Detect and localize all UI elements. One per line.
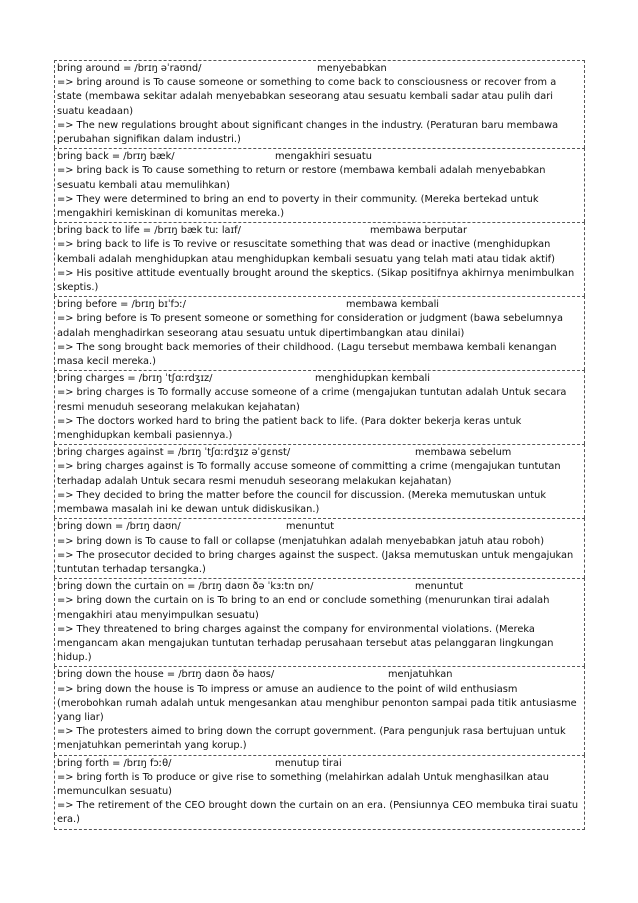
entry-example: => The retirement of the CEO brought down the curtain on an era. (Pensiunnya CEO membuka tirai suatu era.) bbox=[57, 800, 579, 826]
entry-definition: => bring forth is To produce or give rise to something (melahirkan adalah Untuk menghasilkan atau memunculkan sesuatu) bbox=[57, 771, 550, 797]
entry-example: => The new regulations brought about significant changes in the industry. (Peraturan baru membawa perubahan signifikan dalam industri.) bbox=[57, 119, 559, 146]
entry-meaning: membawa berputar bbox=[370, 225, 468, 237]
vocab-entry bbox=[54, 755, 585, 830]
entry-meaning: menutup tirai bbox=[275, 757, 342, 769]
entry-heading bbox=[57, 298, 582, 312]
entry-heading bbox=[57, 446, 582, 460]
entry-example: => The song brought back memories of their childhood. (Lagu tersebut membawa kembali kenangan masa kecil mereka.) bbox=[57, 341, 557, 368]
entry-definition: => bring around is To cause someone or something to come back to consciousness or recover from a state (membawa sekitar adalah menyebabkan seseorang atau sesuatu kembali sadar atau pulih dari suatu keadaan) bbox=[57, 77, 557, 117]
vocab-entry bbox=[54, 60, 585, 148]
entry-meaning: menghidupkan kembali bbox=[315, 373, 430, 385]
vocab-entry bbox=[54, 666, 585, 754]
entry-meaning: membawa kembali bbox=[346, 299, 440, 311]
entry-term: bring charges against = /brɪŋ ˈtʃɑːrdʒɪz əˈɡɛnst/ bbox=[57, 447, 291, 459]
entry-heading bbox=[57, 224, 582, 238]
entry-example: => The protesters aimed to bring down the corrupt government. (Para pengunjuk rasa bertujuan untuk menjatuhkan pemerintah yang korup.) bbox=[57, 726, 566, 752]
entry-heading bbox=[57, 580, 582, 594]
entry-heading bbox=[57, 668, 582, 682]
vocab-entry bbox=[54, 518, 585, 578]
entry-example: => They were determined to bring an end to poverty in their community. (Mereka bertekad untuk mengakhiri kemiskinan di komunitas mereka.) bbox=[57, 193, 539, 220]
entry-heading bbox=[57, 372, 582, 386]
entry-term: bring around = /brɪŋ əˈraʊnd/ bbox=[57, 63, 202, 74]
entry-heading bbox=[57, 757, 582, 771]
entry-meaning: menuntut bbox=[415, 581, 464, 593]
vocab-entry bbox=[54, 296, 585, 370]
vocabulary-document bbox=[54, 60, 585, 830]
entry-term: bring charges = /brɪŋ ˈtʃɑːrdʒɪz/ bbox=[57, 373, 213, 385]
entry-meaning: menuntut bbox=[286, 521, 335, 533]
entry-meaning: mengakhiri sesuatu bbox=[275, 151, 372, 163]
entry-heading bbox=[57, 150, 582, 164]
entry-example: => The doctors worked hard to bring the patient back to life. (Para dokter bekerja keras untuk menghidupkan kembali pasiennya.) bbox=[57, 415, 522, 442]
entry-term: bring down the house = /brɪŋ daʊn ðə haʊs/ bbox=[57, 669, 275, 681]
entry-heading bbox=[57, 520, 582, 534]
entry-definition: => bring back is To cause something to return or restore (membawa kembali adalah menyebabkan sesuatu kembali atau memulihkan) bbox=[57, 165, 546, 191]
entry-term: bring before = /brɪŋ bɪˈfɔː/ bbox=[57, 299, 186, 311]
entry-term: bring forth = /brɪŋ fɔːθ/ bbox=[57, 757, 172, 769]
vocab-entry bbox=[54, 222, 585, 296]
entry-example: => They threatened to bring charges against the company for environmental violations. (Mereka mengancam akan mengajukan tuntutan terhadap perusahaan tersebut atas pelanggaran lingkungan hidup.) bbox=[57, 623, 554, 664]
vocab-entry bbox=[54, 370, 585, 444]
entry-definition: => bring before is To present someone or something for consideration or judgment (bawa sebelumnya adalah menghadirkan seseorang atau sesuatu untuk dipertimbangkan atau dinilai) bbox=[57, 313, 563, 339]
entry-term: bring back to life = /brɪŋ bæk tuː laɪf/ bbox=[57, 225, 241, 237]
entry-definition: => bring down is To cause to fall or collapse (menjatuhkan adalah menyebabkan jatuh atau roboh) bbox=[57, 535, 545, 547]
entry-definition: => bring down the curtain on is To bring to an end or conclude something (menurunkan tirai adalah mengakhiri atau menyimpulkan sesuatu) bbox=[57, 595, 550, 621]
entry-definition: => bring down the house is To impress or amuse an audience to the point of wild enthusiasm (merobohkan rumah adalah untuk mengesankan atau menghibur penonton sampai pada titik antusiasme yang liar) bbox=[57, 683, 577, 723]
entry-meaning: menjatuhkan bbox=[388, 669, 453, 681]
entry-example: => They decided to bring the matter before the council for discussion. (Mereka memutuskan untuk membawa masalah ini ke dewan untuk didiskusikan.) bbox=[57, 489, 547, 516]
entry-example: => The prosecutor decided to bring charges against the suspect. (Jaksa memutuskan untuk mengajukan tuntutan terhadap tersangka.) bbox=[57, 549, 574, 575]
entry-definition: => bring charges is To formally accuse someone of a crime (mengajukan tuntutan adalah Untuk secara resmi menuduh seseorang melakukan kejahatan) bbox=[57, 387, 567, 413]
entry-definition: => bring charges against is To formally accuse someone of committing a crime (mengajukan tuntutan terhadap adalah Untuk secara resmi menuduh seseorang melakukan kejahatan) bbox=[57, 461, 561, 487]
entry-term: bring down the curtain on = /brɪŋ daʊn ðə ˈkɜːtn ɒn/ bbox=[57, 581, 314, 593]
entry-definition: => bring back to life is To revive or resuscitate something that was dead or inactive (menghidupkan kembali adalah menghidupkan atau menghidupkan kembali sesuatu yang telah mati atau tidak aktif) bbox=[57, 239, 555, 265]
entry-heading bbox=[57, 62, 582, 76]
entry-example: => His positive attitude eventually brought around the skeptics. (Sikap positifnya akhirnya menimbulkan skeptis.) bbox=[57, 267, 575, 294]
entry-term: bring down = /brɪŋ daʊn/ bbox=[57, 521, 181, 533]
vocab-entry bbox=[54, 444, 585, 518]
entry-meaning: menyebabkan bbox=[317, 63, 387, 74]
entry-term: bring back = /brɪŋ bæk/ bbox=[57, 151, 175, 163]
vocab-entry bbox=[54, 148, 585, 222]
entry-meaning: membawa sebelum bbox=[415, 447, 512, 459]
vocab-entry bbox=[54, 578, 585, 666]
